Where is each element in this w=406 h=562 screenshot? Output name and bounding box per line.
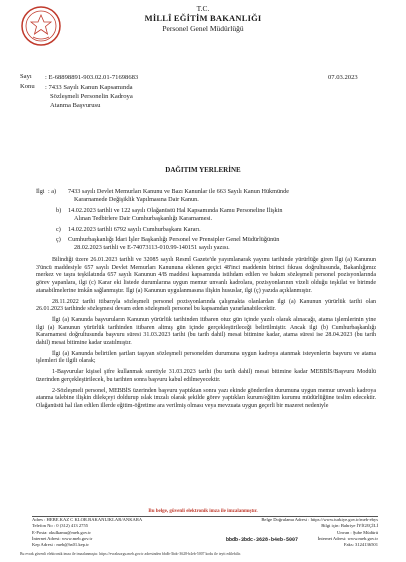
footer-contact: Bilgi için: Bahriye İYİGEÇİLİ — [321, 523, 378, 529]
footer-bottom-note: Bu evrak güvenli elektronik imza ile imzalanmıştır. https://evraksorgu.meb.gov.tr adresinden bbdb-3bdc-3628-b4eb-5007 kodu ile teyit edilebilir. — [20, 552, 241, 556]
header-tc: T.C. — [196, 4, 210, 13]
reference-b — [56, 207, 368, 223]
reference-line: 28.02.2023 tarihli ve E-74073113-010.99-140151 sayılı yazısı. — [74, 244, 230, 251]
body-paragraph: İlgi (a) Kanunda belirtilen şartları taşıyan sözleşmeli personelden durumuna uygun kadroya atanmak isteyenlerin başvuru ve atama işlemleri ile ilgili olarak; — [36, 350, 376, 365]
header-directorate: Personel Genel Müdürlüğü — [162, 24, 244, 33]
reference-line: 14.02.2023 tarihli ve 122 sayılı Olağanüstü Hal Kapsamında Kamu Personeline İlişkin — [68, 207, 283, 214]
document-date: 07.03.2023 — [328, 74, 358, 81]
footer-right — [200, 517, 378, 548]
sayi-label: Sayı — [20, 73, 32, 80]
konu-line-3: Atanma Başvurusu — [50, 102, 101, 109]
konu-line-1: : 7433 Sayılı Kanun Kapsamında — [45, 84, 133, 91]
footer-kep: Kep Adresi : meb@hs01.kep.tr — [32, 542, 89, 548]
reference-key: b) — [56, 207, 62, 214]
reference-c-cedilla — [56, 236, 368, 252]
footer-left — [32, 517, 142, 548]
footer-phone: Telefon No : 0 (312) 413 2755 — [32, 523, 89, 529]
distribution-title: DAĞITIM YERLERİNE — [165, 166, 241, 174]
body-paragraph: 1-Başvurular kişisel şifre kullanmak suretiyle 31.03.2023 tarihi (bu tarih dahil) mesai bitimine kadar MEBBİS/Başvuru Modülü üzerinden gerçekleştirilecek, bu tarihten sonra başvuru kabul edilmeyecektir. — [36, 369, 376, 383]
footer-email: E-Posta: okulkamu@meb.gov.tr — [32, 529, 91, 535]
body-paragraph: 2-Sözleşmeli personel, MEBBİS üzerinden başvuru yaptıktan sonra yazı ekinde gönderilen durumuna uygun memur unvanlı kadroya atanma talebine ilişkin dilekçeyi doldurup ıslak imzalı olarak şekilde görev yaptıkları kurum/eğitim kurumu müdürlüğüne teslim edecektir. Olağanüstü hal ilan edilen illerde eğitim-öğretime ara verilmiş olması veya mevzuata uygun geçerli bir mazeret nedeniyle — [36, 387, 376, 409]
reference-key: : a) — [48, 188, 57, 195]
reference-line: Alınan Tedbirlere Dair Cumhurbaşkanlığı Kararnamesi. — [74, 215, 213, 222]
reference-a — [48, 188, 368, 204]
body-paragraph: Bilindiği üzere 26.01.2023 tarihli ve 32085 sayılı Resmî Gazete'de yayımlanarak yayımı tarihinde yürürlüğe giren İlgi (a) Kanunun 3'üncü maddesiyle 657 sayılı Devlet Memurları Kanununa eklenen geçici 48'inci maddenin birinci fıkrası doğrultusunda, Bakanlığımız merkez ve taşra teşkilatında 657 sayılı Kanunun 4/B maddesi kapsamında istihdam edilen ve bakım sözleşmeli personel pozisyonlarında görev yapanlara, ilgi (c) Karar eki listede durumlarına uygun memur unvanlı kadrolara, pozisyonlarının vizeli olduğu teşkilat ve birimde atanabilmelerine imkân sağlanmıştır. İlgi (a) Kanunun uygulanmasına ilişkin hususlar, ilgi (ç) yazıda açıklanmıştır. — [36, 257, 376, 294]
konu-line-2: Sözleşmeli Personelin Kadroya — [50, 93, 133, 100]
reference-line: Kararnamede Değişiklik Yapılmasına Dair Kanun. — [74, 196, 199, 203]
reference-line: 7433 sayılı Devlet Memurları Kanunu ve Bazı Kanunlar ile 663 Sayılı Kanun Hükmünde — [68, 188, 289, 195]
ilgi-label: İlgi — [36, 188, 45, 195]
reference-key: c) — [56, 226, 61, 233]
footer-fax: Faks: 3124136501 — [343, 542, 378, 548]
sayi-value: : E-68898891-903.02.01-71698683 — [45, 74, 139, 81]
verification-code: bbdb-3bdc-3628-b4eb-5007 — [226, 537, 299, 543]
reference-c — [56, 226, 368, 234]
body-text — [36, 257, 376, 414]
e-signature-note: Bu belge, güvenli elektronik imza ile imzalanmıştır. — [148, 509, 258, 514]
body-paragraph: 28.11.2022 tarihi itibarıyla sözleşmeli personel pozisyonlarında çalışmakta olanlardan ilgi (a) Kanunun yürürlük tarihi olan 26.01.2023 tarihinde sözleşmesi devam eden sözleşmeli personel bu kapsamdan yararlanabilecektir. — [36, 298, 376, 313]
footer-web: İnternet Adresi: www.meb.gov.tr — [32, 535, 93, 541]
header-ministry: MİLLÎ EĞİTİM BAKANLIĞI — [144, 13, 262, 23]
footer-verify-address: Belge Doğrulama Adresi : https://www.turkiye.gov.tr/meb-ebys — [261, 517, 378, 522]
reference-line: Cumhurbaşkanlığı İdari İşler Başkanlığı Personel ve Prensipler Genel Müdürlüğünün — [68, 236, 280, 243]
footer-address: Adres : HEBE.KAZ C KLOR.BAKANLIKLAR/ANKARA — [32, 517, 143, 522]
konu-label: Konu — [20, 83, 35, 90]
reference-line: 14.02.2023 tarihli 6792 sayılı Cumhurbaşkanı Kararı. — [68, 226, 201, 233]
footer-title: Unvan : Şube Müdürü — [337, 529, 378, 535]
reference-key: ç) — [56, 236, 61, 243]
footer-web-right: İnternet Adresi: www.meb.gov.tr — [317, 535, 378, 541]
body-paragraph: İlgi (a) Kanunda başvuruların Kanunun yürürlük tarihinden itibaren otuz gün içinde yazılı olarak alınacağı, atama işlemlerinin yine ilgi (a) Kanunun yürürlük tarihinden itibaren altmış gün içinde gerçekleştirileceği belirtilmiştir. Ancak ilgi (b) Cumhurbaşkanlığı Kararnamesi doğrultusunda başvuru süresi 31.03.2023 tarihi (bu tarih dahil) mesai bitimine kadar, atama süresi ise 28.04.2023 (bu tarih dahil) mesai bitimine kadar uzatılmıştır. — [36, 316, 376, 347]
